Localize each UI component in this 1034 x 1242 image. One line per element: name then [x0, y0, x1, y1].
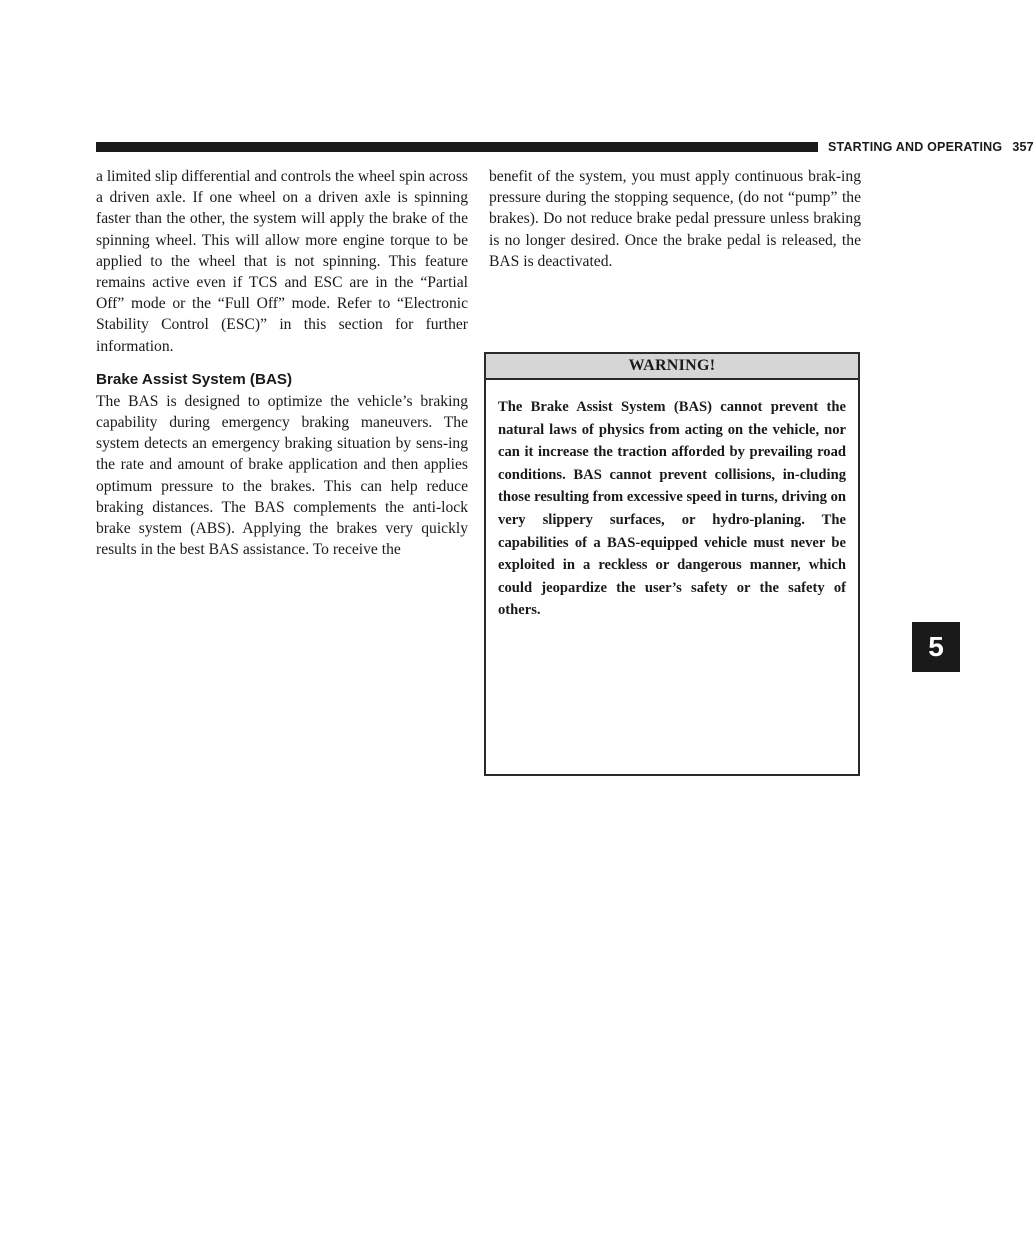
section-title: STARTING AND OPERATING	[828, 140, 1003, 154]
chapter-tab: 5	[912, 622, 960, 672]
right-column	[489, 166, 861, 272]
right-paragraph-1: benefit of the system, you must apply continuous brak-ing pressure during the stopping sequence, (do not “pump” the brakes). Do not reduce brake pedal pressure unless braking is no longer desired. Once the brake pedal is released, the BAS is deactivated.	[489, 168, 861, 270]
header-rule	[96, 142, 818, 152]
warning-title: WARNING!	[486, 354, 858, 380]
page-number: 357	[1012, 140, 1034, 154]
warning-box	[484, 352, 860, 776]
left-paragraph-1: a limited slip differential and controls the wheel spin across a driven axle. If one wheel on a driven axle is spinning faster than the other, the system will apply the brake of the spinning wheel. This will allow more engine torque to be applied to the wheel that is not spinning. This feature remains active even if TCS and ESC are in the “Partial Off” mode or the “Full Off” mode. Refer to “Electronic Stability Control (ESC)” in this section for further information.	[96, 168, 468, 355]
left-paragraph-2: The BAS is designed to optimize the vehicle’s braking capability during emergency braking maneuvers. The system detects an emergency braking situation by sens-ing the rate and amount of brake application and then applies optimum pressure to the brakes. This can help reduce braking distances. The BAS complements the anti-lock brake system (ABS). Applying the brakes very quickly results in the best BAS assistance. To receive the	[96, 392, 468, 559]
section-subheading: Brake Assist System (BAS)	[96, 370, 293, 388]
warning-text: The Brake Assist System (BAS) cannot prevent the natural laws of physics from acting on the vehicle, nor can it increase the traction afforded by prevailing road conditions. BAS cannot prevent collisions, in-cluding those resulting from excessive speed in turns, driving on very slippery surfaces, or hydro-planing. The capabilities of a BAS-equipped vehicle must never be exploited in a reckless or dangerous manner, which could jeopardize the user’s safety or the safety of others.	[498, 399, 846, 619]
running-header	[828, 136, 1034, 158]
left-column	[96, 166, 468, 560]
